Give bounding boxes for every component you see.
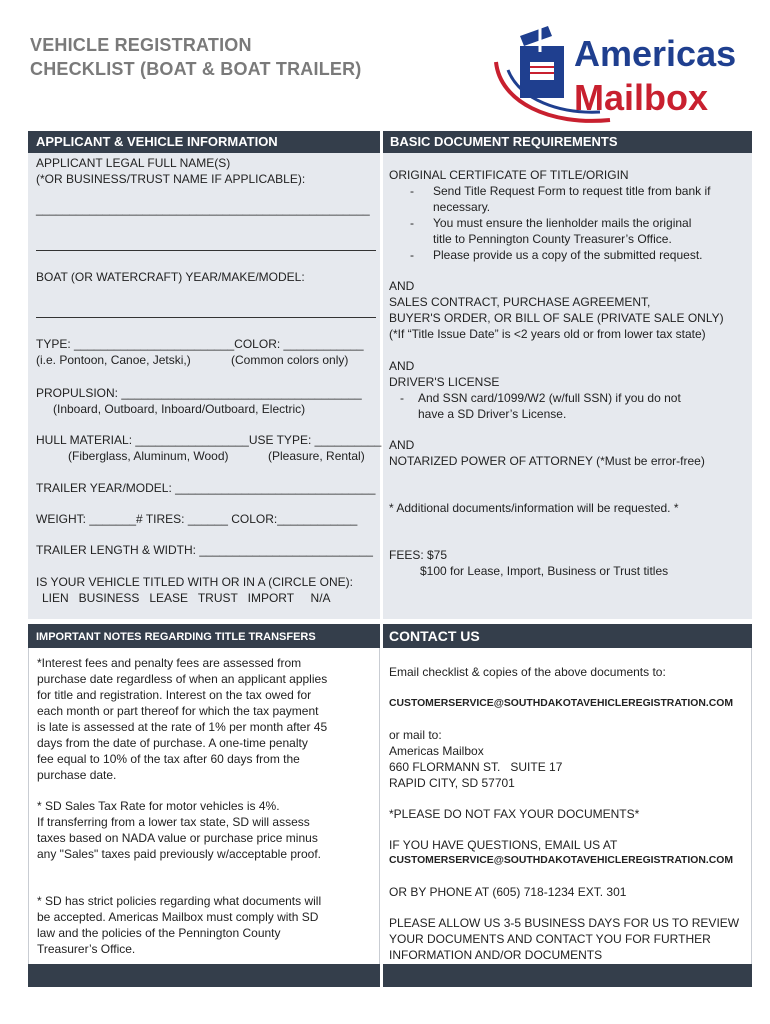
and-1: AND [389,279,415,293]
dl-bullet-2: have a SD Driver’s License. [418,407,567,421]
sales-line-2: BUYER'S ORDER, OR BILL OF SALE (PRIVATE SALE ONLY) [389,311,724,325]
applicant-header-bar [28,131,380,153]
circle-options[interactable]: LIEN BUSINESS LEASE TRUST IMPORT N/A [42,591,331,605]
note-1-line-1: *Interest fees and penalty fees are assessed from [37,656,302,670]
type-color-line[interactable]: TYPE: ________________________COLOR: ____________ [36,337,364,351]
circle-label: IS YOUR VEHICLE TITLED WITH OR IN A (CIRCLE ONE): [36,575,353,589]
poa: NOTARIZED POWER OF ATTORNEY (*Must be error-free) [389,454,705,468]
page-title [30,33,362,81]
bullet-3: Please provide us a copy of the submitted request. [433,248,703,262]
title-line-1: VEHICLE REGISTRATION [30,35,252,55]
note-1-line-6: days from the date of purchase. A one-time penalty [37,736,308,750]
note-1-line-8: purchase date. [37,768,117,782]
dash-3: - [410,248,414,262]
note-3-line-4: Treasurer’s Office. [37,942,136,956]
note-2-line-3: taxes based on NADA value or purchase price minus [37,831,318,845]
note-3-line-2: be accepted. Americas Mailbox must comply with SD [37,910,319,924]
applicant-header: APPLICANT & VEHICLE INFORMATION [36,134,278,149]
name-blank: __________________________________________________ [36,202,370,216]
name-label-1: APPLICANT LEGAL FULL NAME(S) [36,156,231,170]
note-1-line-5: is late is assessed at the rate of 1% per month after 45 [37,720,328,734]
allow-line-1: PLEASE ALLOW US 3-5 BUSINESS DAYS FOR US TO REVIEW [389,916,740,930]
hull-hint: (Fiberglass, Aluminum, Wood) [68,449,229,463]
contact-header: CONTACT US [389,628,480,644]
note-1-line-3: for title and registration. Interest on the tax owed for [37,688,312,702]
contact-header-bar [383,624,752,648]
checklist-grid [28,131,752,987]
length-line[interactable]: TRAILER LENGTH & WIDTH: __________________________ [36,543,373,557]
boat-input-line[interactable] [36,317,376,318]
questions-line: IF YOU HAVE QUESTIONS, EMAIL US AT [389,838,618,852]
documents-header-bar [383,131,752,153]
drivers-license: DRIVER'S LICENSE [389,375,500,389]
and-3: AND [389,438,415,452]
note-1-line-4: each month or part thereof for which the tax payment [37,704,319,718]
propulsion-hint: (Inboard, Outboard, Inboard/Outboard, Electric) [53,402,306,416]
bullet-2a: You must ensure the lienholder mails the original [433,216,692,230]
note-1-line-2: purchase date regardless of when an applicant applies [37,672,328,686]
allow-line-3: INFORMATION AND/OR DOCUMENTS [389,948,603,962]
notes-header: IMPORTANT NOTES REGARDING TITLE TRANSFERS [36,631,316,643]
bullet-1b: necessary. [433,200,491,214]
dash-4: - [400,391,404,405]
dash-2: - [410,216,414,230]
phone-line[interactable]: OR BY PHONE AT (605) 718-1234 EXT. 301 [389,885,627,899]
dash-1: - [410,184,414,198]
type-hint: (i.e. Pontoon, Canoe, Jetski,) [36,353,191,367]
boat-label: BOAT (OR WATERCRAFT) YEAR/MAKE/MODEL: [36,270,305,284]
name-input-line[interactable] [36,250,376,251]
sales-line-1: SALES CONTRACT, PURCHASE AGREEMENT, [389,295,651,309]
documents-section [383,153,752,619]
bullet-2b: title to Pennington County Treasurer’s Office. [433,232,672,246]
address-line-2: 660 FLORMANN ST. SUITE 17 [389,760,563,774]
use-hint: (Pleasure, Rental) [268,449,365,463]
email-link-2[interactable]: CUSTOMERSERVICE@SOUTHDAKOTAVEHICLEREGISTRATION.COM [389,855,733,866]
propulsion-line[interactable]: PROPULSION: ____________________________________ [36,386,362,400]
title-line-2: CHECKLIST (BOAT & BOAT TRAILER) [30,59,362,79]
fees: FEES: $75 [389,548,448,562]
notes-section [28,648,380,964]
mail-intro: or mail to: [389,728,442,742]
additional-docs: * Additional documents/information will be requested. * [389,501,679,515]
weight-line[interactable]: WEIGHT: _______# TIRES: ______ COLOR:____________ [36,512,358,526]
name-label-2: (*OR BUSINESS/TRUST NAME IF APPLICABLE): [36,172,306,186]
note-2-line-4: any "Sales" taxes paid previously w/acceptable proof. [37,847,322,861]
address-line-3: RAPID CITY, SD 57701 [389,776,515,790]
notes-header-bar [28,624,380,648]
americas-mailbox-logo [490,22,740,130]
note-2-line-1: * SD Sales Tax Rate for motor vehicles is 4%. [37,799,280,813]
bullet-1a: Send Title Request Form to request title from bank if [433,184,711,198]
orig-title: ORIGINAL CERTIFICATE OF TITLE/ORIGIN [389,168,629,182]
note-1-line-7: fee equal to 10% of the tax after 60 days from the [37,752,300,766]
applicant-section [28,153,380,619]
email-link-1[interactable]: CUSTOMERSERVICE@SOUTHDAKOTAVEHICLEREGISTRATION.COM [389,698,733,709]
trailer-line[interactable]: TRAILER YEAR/MODEL: ______________________________ [36,481,376,495]
logo-text-americas: Americas [574,33,737,74]
allow-line-2: YOUR DOCUMENTS AND CONTACT YOU FOR FURTHER [389,932,711,946]
sales-line-3: (*If “Title Issue Date” is <2 years old or from lower tax state) [389,327,706,341]
note-3-line-3: law and the policies of the Pennington County [37,926,281,940]
documents-header: BASIC DOCUMENT REQUIREMENTS [390,134,618,149]
notes-footer-bar [28,964,380,987]
logo-text-mailbox: Mailbox [574,77,709,118]
note-2-line-2: If transferring from a lower tax state, SD will assess [37,815,310,829]
contact-footer-bar [383,964,752,987]
note-3-line-1: * SD has strict policies regarding what documents will [37,894,322,908]
contact-section [383,648,752,964]
and-2: AND [389,359,415,373]
hull-use-line[interactable]: HULL MATERIAL: _________________USE TYPE: __________ [36,433,382,447]
address-line-1: Americas Mailbox [389,744,484,758]
no-fax-notice: *PLEASE DO NOT FAX YOUR DOCUMENTS* [389,807,640,821]
color-hint: (Common colors only) [231,353,349,367]
fees-2: $100 for Lease, Import, Business or Trust titles [420,564,669,578]
email-intro: Email checklist & copies of the above documents to: [389,665,666,679]
dl-bullet-1: And SSN card/1099/W2 (w/full SSN) if you do not [418,391,681,405]
